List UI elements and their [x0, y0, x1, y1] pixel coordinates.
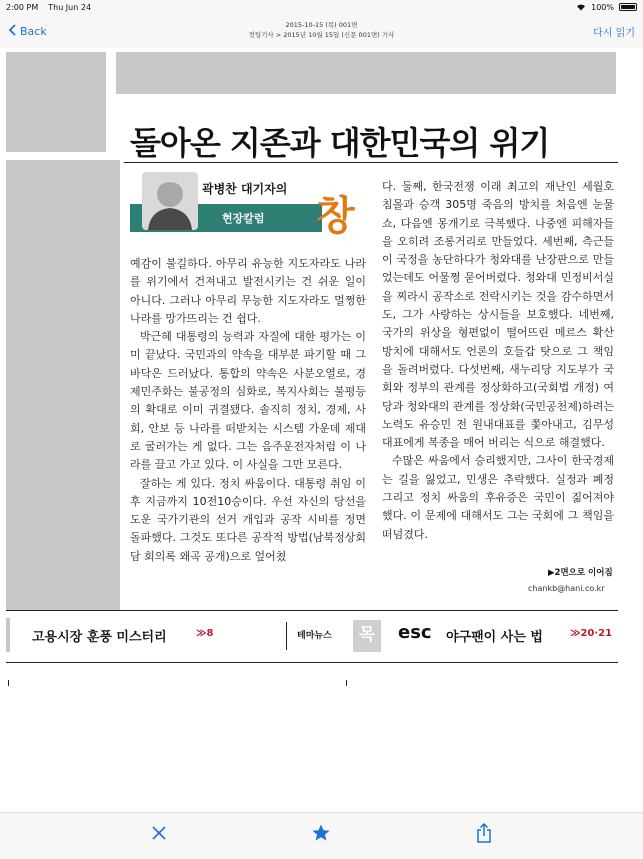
tick-mark — [346, 680, 347, 686]
index-bar — [6, 616, 618, 652]
author-photo — [142, 172, 198, 230]
redacted-block-top-left — [6, 52, 106, 152]
index-item-2-page: ≫20·21 — [570, 628, 613, 639]
esc-logo: esc — [398, 622, 432, 643]
share-icon — [476, 823, 492, 847]
column-author: 곽병찬 대기자의 — [202, 182, 288, 196]
back-label: Back — [20, 24, 47, 38]
index-item-1-page: ≫8 — [196, 628, 214, 639]
bottom-toolbar — [0, 812, 643, 859]
index-divider — [286, 622, 287, 650]
status-bar — [0, 0, 643, 14]
paragraph: 예감이 불길하다. 아무리 유능한 지도자라도 나라를 위기에서 건져내고 발전시키는 건 쉬운 일이 아니다. 그러나 아무리 무능한 지도자라도 멀쩡한 나라를 망가뜨리는 건 쉽다. — [130, 257, 366, 325]
close-icon — [151, 825, 167, 845]
index-top-rule — [6, 610, 618, 611]
status-time: 2:00 PM — [6, 2, 39, 12]
index-bottom-rule — [6, 662, 618, 663]
status-date: Thu Jun 24 — [48, 2, 92, 12]
index-item-2: 야구팬이 사는 법 — [446, 630, 543, 645]
article-column-left — [130, 255, 366, 566]
redacted-block-top — [116, 52, 616, 94]
paragraph: 잘하는 게 있다. 정치 싸움이다. 대통령 취임 이후 지금까지 10전10승이다. 우선 자신의 당선을 도운 국가기관의 선거 개입과 공작 시비를 정면 돌파했다. 그것도 또다른 공작적 방법(남북정상회담 회의록 왜곡 공개)으로 엎어쳤 — [130, 476, 366, 563]
index-item-1: 고용시장 훈풍 미스터리 — [32, 630, 167, 645]
paragraph: 수많은 싸움에서 승리했지만, 그사이 한국경제는 길을 잃었고, 민생은 추락했다. 실정과 폐정 그리고 정치 싸움의 후유증은 국민이 짊어져야 했다. 이 문제에 대해서도 그는 국회에 그 책임을 떠넘겼다. — [382, 454, 614, 541]
theme-label: 테마뉴스 — [297, 631, 332, 641]
author-email: chankb@hani.co.kr — [528, 584, 605, 593]
tick-mark — [8, 680, 9, 686]
column-header — [130, 172, 374, 239]
paragraph: 박근혜 대통령의 능력과 자질에 대한 평가는 이미 끝났다. 국민과의 약속을 대부분 파기할 때 그 바닥은 드러났다. 통합의 약속은 사분오열로, 경제민주화는 불공정의 심화로, 복지사회는 불평등의 확대로 이미 귀결됐다. 솔직히 정치, 경제, 사회, 안보 등 나라를 떠받치는 시스템 가운데 제대로 굴러가는 게 없다. 그는 음주운전자처럼 이 나라를 끌고 가고 있다. 이 사실을 그만 모른다. — [130, 330, 366, 472]
redacted-block-left — [6, 160, 120, 610]
column-char: 창 — [316, 192, 355, 239]
close-button[interactable] — [147, 823, 171, 847]
battery-icon — [619, 3, 637, 11]
reload-button[interactable]: 다시 읽기 — [593, 27, 635, 39]
column-name: 현장칼럼 — [222, 212, 265, 225]
nav-title-line1: 2015-10-15 (목) 001면 — [285, 21, 358, 29]
star-icon — [311, 823, 331, 847]
nav-bar — [0, 14, 643, 48]
day-badge: 목 — [353, 620, 381, 652]
share-button[interactable] — [472, 823, 496, 847]
nav-title — [0, 20, 643, 40]
headline: 돌아온 지존과 대한민국의 위기 — [130, 124, 550, 162]
wifi-icon — [576, 3, 586, 11]
paragraph: 다. 둘째, 한국전쟁 이래 최고의 재난인 세월호 침몰과 승객 305명 죽음의 방치를 처음엔 눈물 쇼, 다음엔 몽개기로 극복했다. 나중엔 피해자들을 오히려 조롱거리로 만들었다. 세번째, 측근들이 국정을 농단하다가 청와대를 난장판으로 만들었는데도 어물쩡 묻어버렸다. 청와대 민정비서실을 찌라시 공작소로 전락시키는 것을 감수하면서도, 그가 사랑하는 상시들을 보호했다. 네번째, 국가의 위상을 형편없이 떨어뜨린 메르스 확산 방치에 대해서도 언론의 호들갑 탓으로 그 책임을 돌려버렸다. 다섯번째, 새누리당 지도부가 국회와 정부의 관계를 정상화하고(국회법 개정) 여당과 청와대의 관계를 정상화(국민공천제)하려는 노력도 유승민 전 원내대표를 쫓아내고, 김무성 대표에게 복종을 매어 버리는 식으로 해결했다. — [382, 180, 614, 450]
headline-rule — [124, 162, 618, 163]
continue-note: ▶2면으로 이어짐 — [548, 568, 613, 578]
index-edge-mark — [6, 618, 10, 652]
battery-percent: 100% — [591, 2, 614, 12]
article-column-right — [382, 178, 614, 544]
nav-title-line2: 컷팅기사 > 2015년 10월 15일 (신문 001면) 기사 — [248, 31, 395, 39]
favorite-button[interactable] — [309, 823, 333, 847]
